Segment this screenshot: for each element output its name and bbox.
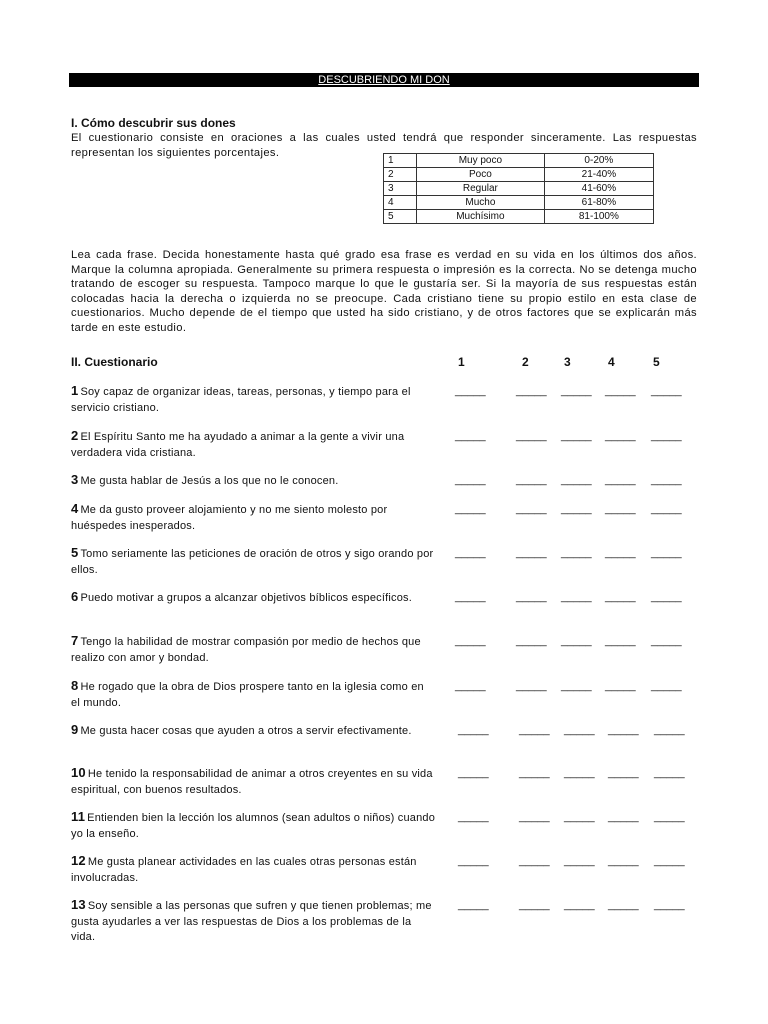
- section-1-heading: I. Cómo descubrir sus dones: [71, 116, 236, 130]
- scale-range: 81-100%: [544, 210, 653, 224]
- answer-blank-1[interactable]: _____: [458, 724, 489, 736]
- answer-blank-3[interactable]: _____: [564, 899, 595, 911]
- answer-blank-3[interactable]: _____: [561, 474, 592, 486]
- question-text: Soy capaz de organizar ideas, tareas, personas, y tiempo para el servicio cristiano.: [71, 386, 411, 414]
- answer-blank-4[interactable]: _____: [608, 767, 639, 779]
- answer-blank-4[interactable]: _____: [608, 855, 639, 867]
- question-item: [71, 897, 436, 946]
- answer-blank-2[interactable]: _____: [516, 430, 547, 442]
- question-number: 8: [71, 678, 79, 693]
- question-number: 7: [71, 633, 79, 648]
- question-number: 2: [71, 428, 79, 443]
- scale-number: 2: [384, 168, 417, 182]
- answer-blank-5[interactable]: _____: [651, 385, 682, 397]
- scale-range: 41-60%: [544, 182, 653, 196]
- question-number: 13: [71, 897, 86, 912]
- answer-blank-1[interactable]: _____: [455, 503, 486, 515]
- scale-row: [384, 182, 654, 196]
- column-header-4: 4: [608, 355, 615, 369]
- scale-row: [384, 168, 654, 182]
- answer-blank-5[interactable]: _____: [654, 724, 685, 736]
- answer-blank-3[interactable]: _____: [561, 503, 592, 515]
- question-number: 12: [71, 853, 86, 868]
- document-title: DESCUBRIENDO MI DON: [69, 73, 699, 87]
- answer-blank-3[interactable]: _____: [564, 724, 595, 736]
- answer-blank-2[interactable]: _____: [519, 855, 550, 867]
- question-number: 9: [71, 722, 79, 737]
- answer-blank-4[interactable]: _____: [608, 724, 639, 736]
- answer-blank-3[interactable]: _____: [564, 767, 595, 779]
- answer-blank-3[interactable]: _____: [564, 855, 595, 867]
- answer-blank-2[interactable]: _____: [516, 680, 547, 692]
- question-number: 3: [71, 472, 79, 487]
- intro-text: El cuestionario consiste en oraciones a las cuales usted tendrá que responder sinceramente. Las respuestas representan los siguientes porcentajes.: [71, 132, 697, 159]
- answer-blank-2[interactable]: _____: [516, 547, 547, 559]
- answer-blank-3[interactable]: _____: [561, 385, 592, 397]
- scale-number: 3: [384, 182, 417, 196]
- question-item: [71, 853, 436, 886]
- scale-label: Regular: [417, 182, 545, 196]
- scale-row: [384, 196, 654, 210]
- scale-number: 4: [384, 196, 417, 210]
- question-text: Me gusta hacer cosas que ayuden a otros a servir efectivamente.: [80, 725, 412, 737]
- scale-number: 5: [384, 210, 417, 224]
- answer-blank-5[interactable]: _____: [654, 855, 685, 867]
- answer-blank-2[interactable]: _____: [516, 474, 547, 486]
- answer-blank-5[interactable]: _____: [651, 591, 682, 603]
- percentage-scale-table: [383, 153, 654, 224]
- question-text: Entienden bien la lección los alumnos (sean adultos o niños) cuando yo la enseño.: [71, 812, 436, 840]
- answer-blank-3[interactable]: _____: [561, 547, 592, 559]
- answer-blank-4[interactable]: _____: [605, 591, 636, 603]
- scale-row: [384, 154, 654, 168]
- answer-blank-1[interactable]: _____: [458, 811, 489, 823]
- question-text: Me da gusto proveer alojamiento y no me siento molesto por huéspedes inesperados.: [71, 504, 388, 532]
- question-text: Puedo motivar a grupos a alcanzar objetivos bíblicos específicos.: [80, 592, 412, 604]
- answer-blank-3[interactable]: _____: [561, 430, 592, 442]
- answer-blank-1[interactable]: _____: [455, 474, 486, 486]
- column-header-5: 5: [653, 355, 660, 369]
- answer-blank-4[interactable]: _____: [608, 811, 639, 823]
- answer-blank-4[interactable]: _____: [605, 547, 636, 559]
- question-item: [71, 428, 436, 461]
- column-header-3: 3: [564, 355, 571, 369]
- answer-blank-4[interactable]: _____: [608, 899, 639, 911]
- scale-label: Muchísimo: [417, 210, 545, 224]
- answer-blank-3[interactable]: _____: [561, 680, 592, 692]
- answer-blank-5[interactable]: _____: [651, 503, 682, 515]
- answer-blank-5[interactable]: _____: [651, 547, 682, 559]
- answer-blank-5[interactable]: _____: [651, 474, 682, 486]
- answer-blank-1[interactable]: _____: [455, 385, 486, 397]
- scale-label: Poco: [417, 168, 545, 182]
- question-text: El Espíritu Santo me ha ayudado a animar a la gente a vivir una verdadera vida cristiana.: [71, 431, 405, 459]
- answer-blank-2[interactable]: _____: [519, 767, 550, 779]
- answer-blank-2[interactable]: _____: [519, 724, 550, 736]
- question-number: 5: [71, 545, 79, 560]
- answer-blank-1[interactable]: _____: [455, 547, 486, 559]
- answer-blank-5[interactable]: _____: [654, 899, 685, 911]
- answer-blank-5[interactable]: _____: [651, 635, 682, 647]
- question-text: He tenido la responsabilidad de animar a otros creyentes en su vida espiritual, con buenos resultados.: [71, 768, 433, 796]
- answer-blank-2[interactable]: _____: [516, 385, 547, 397]
- answer-blank-2[interactable]: _____: [516, 635, 547, 647]
- scale-range: 61-80%: [544, 196, 653, 210]
- question-text: Me gusta hablar de Jesús a los que no le conocen.: [80, 475, 339, 487]
- scale-label: Muy poco: [417, 154, 545, 168]
- answer-blank-4[interactable]: _____: [605, 680, 636, 692]
- answer-blank-5[interactable]: _____: [651, 430, 682, 442]
- answer-blank-4[interactable]: _____: [605, 503, 636, 515]
- instructions-paragraph: Lea cada frase. Decida honestamente hasta qué grado esa frase es verdad en su vida en los últimos dos años. Marque la columna apropiada. Generalmente su primera respuesta o impresión es la correcta. No se detenga mucho tratando de escoger su respuesta. Tampoco marque lo que le gustaría ser. Si la mayoría de sus respuestas están colocadas hacia la derecha o izquierda no se preocupe. Cada cristiano tiene su propio estilo en esta clase de cuestionarios. Mucho depende de el tiempo que usted ha sido cristiano, y de otros factores que se explicarán más tarde en este estudio.: [71, 249, 697, 334]
- question-item: [71, 589, 436, 607]
- question-number: 1: [71, 383, 79, 398]
- answer-blank-2[interactable]: _____: [516, 591, 547, 603]
- question-item: [71, 765, 436, 798]
- question-text: Tomo seriamente las peticiones de oración de otros y sigo orando por ellos.: [71, 548, 434, 576]
- answer-blank-5[interactable]: _____: [654, 767, 685, 779]
- question-number: 6: [71, 589, 79, 604]
- question-item: [71, 472, 436, 490]
- question-item: [71, 545, 436, 578]
- answer-blank-1[interactable]: _____: [455, 635, 486, 647]
- question-text: Me gusta planear actividades en las cuales otras personas están involucradas.: [71, 856, 417, 884]
- answer-blank-1[interactable]: _____: [455, 430, 486, 442]
- answer-blank-1[interactable]: _____: [455, 591, 486, 603]
- answer-blank-3[interactable]: _____: [564, 811, 595, 823]
- answer-blank-1[interactable]: _____: [458, 899, 489, 911]
- scale-label: Mucho: [417, 196, 545, 210]
- question-text: Soy sensible a las personas que sufren y que tienen problemas; me gusta ayudarles a ver las respuestas de Dios a los problemas de la vida.: [71, 900, 432, 943]
- column-header-1: 1: [458, 355, 465, 369]
- answer-blank-5[interactable]: _____: [654, 811, 685, 823]
- scale-number: 1: [384, 154, 417, 168]
- column-header-2: 2: [522, 355, 529, 369]
- answer-blank-1[interactable]: _____: [458, 855, 489, 867]
- question-number: 10: [71, 765, 86, 780]
- question-item: [71, 809, 436, 842]
- question-text: Tengo la habilidad de mostrar compasión por medio de hechos que realizo con amor y bondad.: [71, 636, 421, 664]
- question-text: He rogado que la obra de Dios prospere tanto en la iglesia como en el mundo.: [71, 681, 424, 709]
- question-item: [71, 678, 436, 711]
- answer-blank-3[interactable]: _____: [561, 591, 592, 603]
- scale-range: 21-40%: [544, 168, 653, 182]
- answer-blank-1[interactable]: _____: [458, 767, 489, 779]
- question-number: 11: [71, 809, 86, 824]
- answer-blank-1[interactable]: _____: [455, 680, 486, 692]
- question-item: [71, 501, 436, 534]
- answer-blank-2[interactable]: _____: [519, 811, 550, 823]
- answer-blank-3[interactable]: _____: [561, 635, 592, 647]
- answer-blank-2[interactable]: _____: [519, 899, 550, 911]
- question-item: [71, 722, 436, 740]
- answer-blank-5[interactable]: _____: [651, 680, 682, 692]
- scale-range: 0-20%: [544, 154, 653, 168]
- answer-blank-4[interactable]: _____: [605, 430, 636, 442]
- scale-row: [384, 210, 654, 224]
- answer-blank-4[interactable]: _____: [605, 385, 636, 397]
- question-number: 4: [71, 501, 79, 516]
- answer-blank-4[interactable]: _____: [605, 474, 636, 486]
- answer-blank-4[interactable]: _____: [605, 635, 636, 647]
- question-item: [71, 383, 436, 416]
- answer-blank-2[interactable]: _____: [516, 503, 547, 515]
- section-2-heading: II. Cuestionario: [71, 355, 158, 369]
- question-item: [71, 633, 436, 666]
